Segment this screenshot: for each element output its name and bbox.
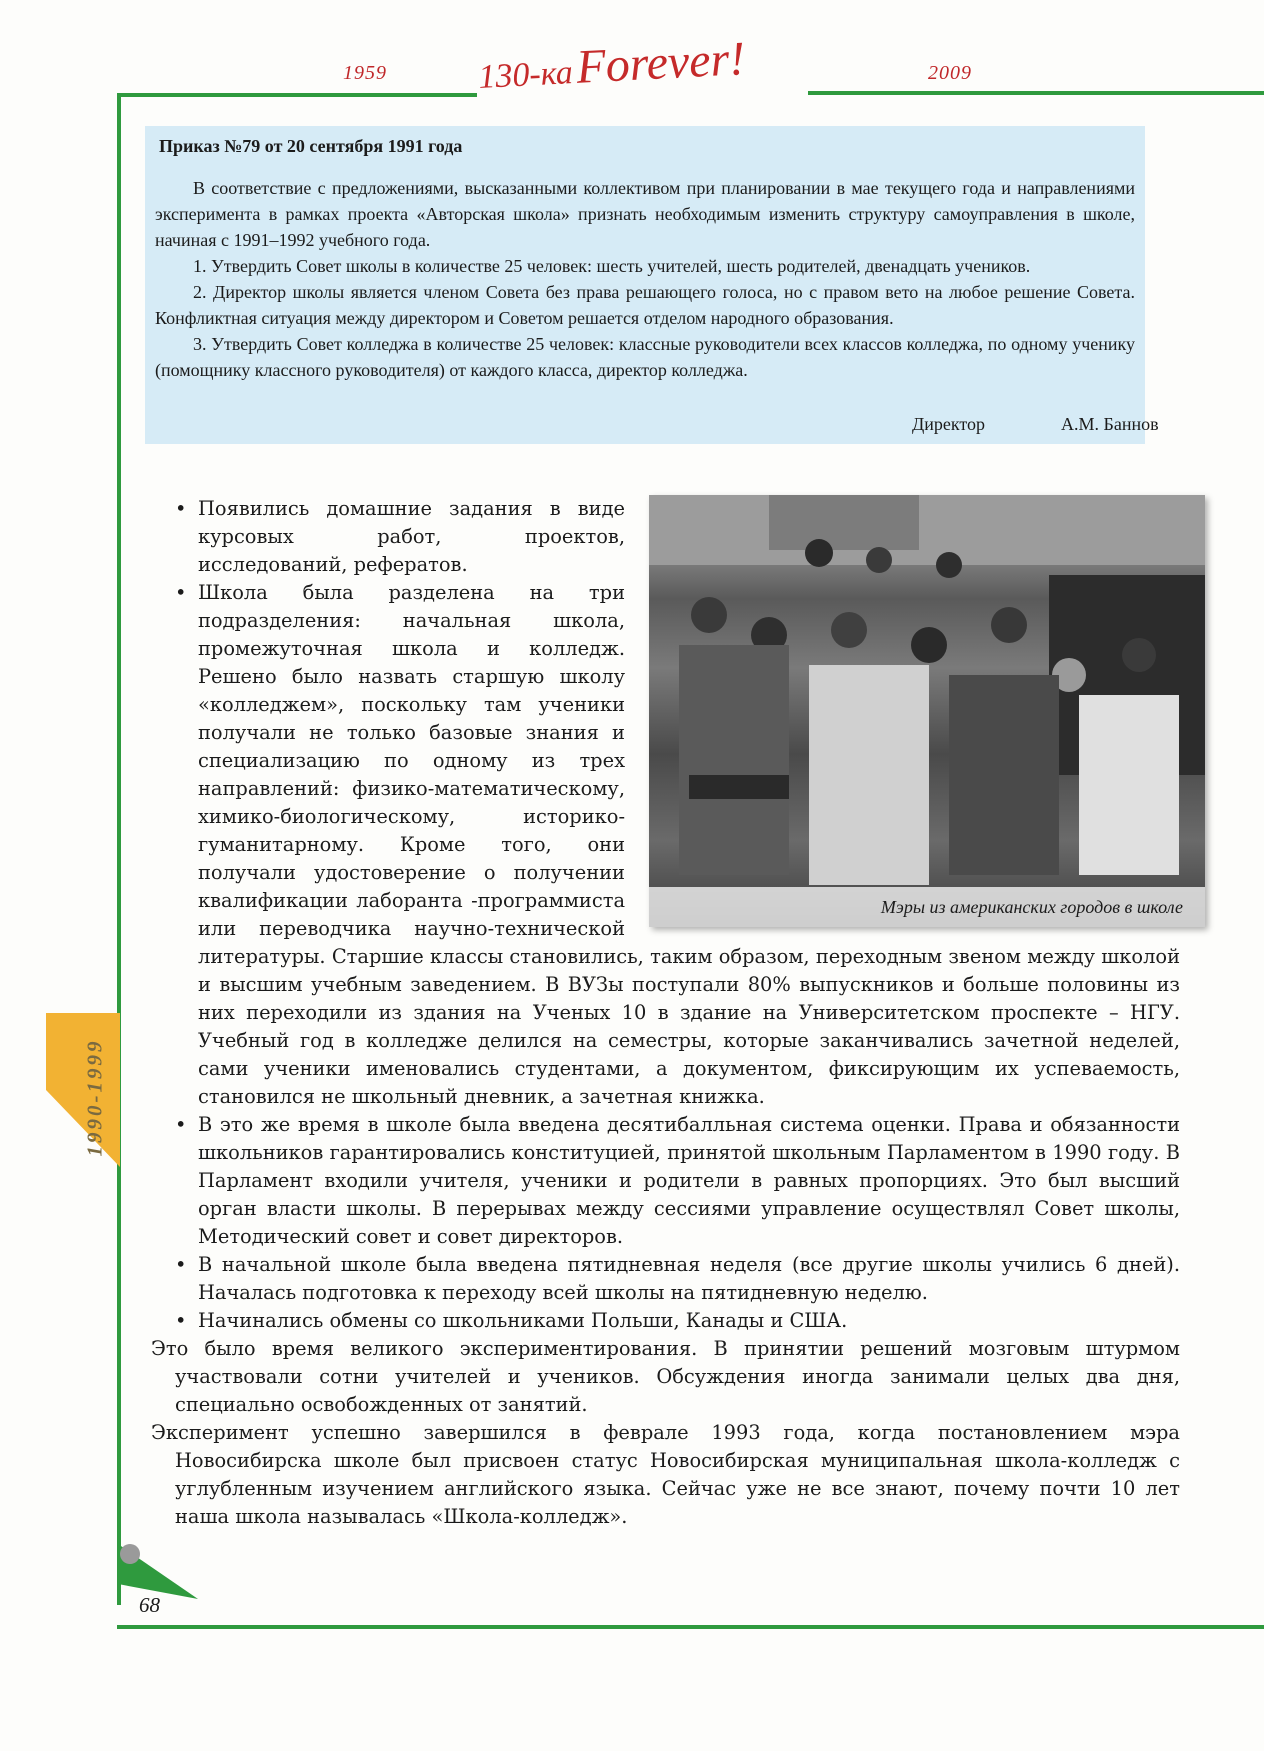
order-paragraph: 3. Утвердить Совет колледжа в количестве 25 человек: классные руководители всех классов колледжа, по одному ученику (помощнику классного руководителя) от каждого класса, директор колледжа. xyxy=(155,334,1135,380)
frame-top-right-line xyxy=(808,91,1264,95)
frame-bottom-line xyxy=(117,1625,1264,1629)
frame-left-line xyxy=(117,93,121,1605)
page-number: 68 xyxy=(139,1593,160,1617)
list-item: • Начинались обмены со школьниками Польши, Канады и США. xyxy=(175,1307,1180,1335)
paragraph: Эксперимент успешно завершился в феврале 1993 года, когда постановлением мэра Новосибирска школе был присвоен статус Новосибирская муниципальная школа-колледж с углубленным изучением английского языка. Сейчас уже не все знают, почему почти 10 лет наша школа называлась «Школа-колледж». xyxy=(151,1421,1180,1528)
bullet-list xyxy=(175,495,1180,1335)
decade-label: 1990-1999 xyxy=(82,1038,107,1157)
order-paragraph: 2. Директор школы является членом Совета без права решающего голоса, но с правом вето на любое решение Совета. Конфликтная ситуация между директором и Советом решается отделом народного образования. xyxy=(155,282,1135,328)
paragraph: Это было время великого экспериментирования. В принятии решений мозговым штурмом участвовали сотни учителей и учеников. Обсуждения иногда занимали целых два дня, специально освобожденных от занятий. xyxy=(151,1337,1180,1416)
brand-word: Forever! xyxy=(575,32,747,94)
header-brand-logo xyxy=(477,31,747,100)
list-item: • Школа была разделена на три подразделения: начальная школа, промежуточная школа и колледж. Решено было назвать старшую школу «колледжем», поскольку там ученики получали не только базовые знания и специализацию по одному из трех направлений: физико-математическому, химико-биологическому, историко-гуманитарному. Кроме того, они получали удостоверение о получении квалификации лаборанта -программиста или переводчика научно-технической литературы. Старшие классы становились, таким образом, переходным звеном между школой и высшим учебным заведением. В ВУЗы поступали 80% выпускников и больше половины из них переходили из здания на Ученых 10 в здание на Университетском проспекте – НГУ. Учебный год в колледже делился на семестры, которые заканчивались зачетной неделей, сами ученики именовались студентами, а документом, фиксирующим их успеваемость, становился не школьный дневник, а зачетная книжка. xyxy=(175,579,1180,1111)
order-paragraph: В соответствие с предложениями, высказанными коллективом при планировании в мае текущего года и направлениями эксперимента в рамках проекта «Авторская школа» признать необходимым изменить структуру самоуправления в школе, начиная с 1991–1992 учебного года. xyxy=(155,178,1135,250)
order-signature-role: Директор xyxy=(912,414,986,434)
main-text xyxy=(151,495,1183,1531)
header-year-start: 1959 xyxy=(343,62,387,84)
list-item: • Появились домашние задания в виде курсовых работ, проектов, исследований, рефератов. xyxy=(175,495,1180,579)
photo-caption: Мэры из американских городов в школе xyxy=(649,887,1205,927)
order-paragraph: 1. Утвердить Совет школы в количестве 25 человек: шесть учителей, шесть родителей, двенадцать учеников. xyxy=(193,256,1031,276)
order-signature-name: А.М. Баннов xyxy=(1061,414,1159,434)
brand-number: 130-ка xyxy=(477,54,574,96)
list-item: • В это же время в школе была введена десятибалльная система оценки. Права и обязанности школьников гарантировались конституцией, принятой школьным Парламентом в 1990 году. В Парламент входили учителя, ученики и родители в равных пропорциях. Это был высший орган власти школы. В перерывах между сессиями управление осуществлял Совет школы, Методический совет и совет директоров. xyxy=(175,1111,1180,1251)
list-item: • В начальной школе была введена пятидневная неделя (все другие школы учились 6 дней). Началась подготовка к переходу всей школы на пятидневную неделю. xyxy=(175,1251,1180,1307)
frame-top-left-line xyxy=(117,93,477,97)
header-year-end: 2009 xyxy=(928,62,972,84)
order-text xyxy=(155,175,1135,383)
order-title: Приказ №79 от 20 сентября 1991 года xyxy=(159,136,463,156)
